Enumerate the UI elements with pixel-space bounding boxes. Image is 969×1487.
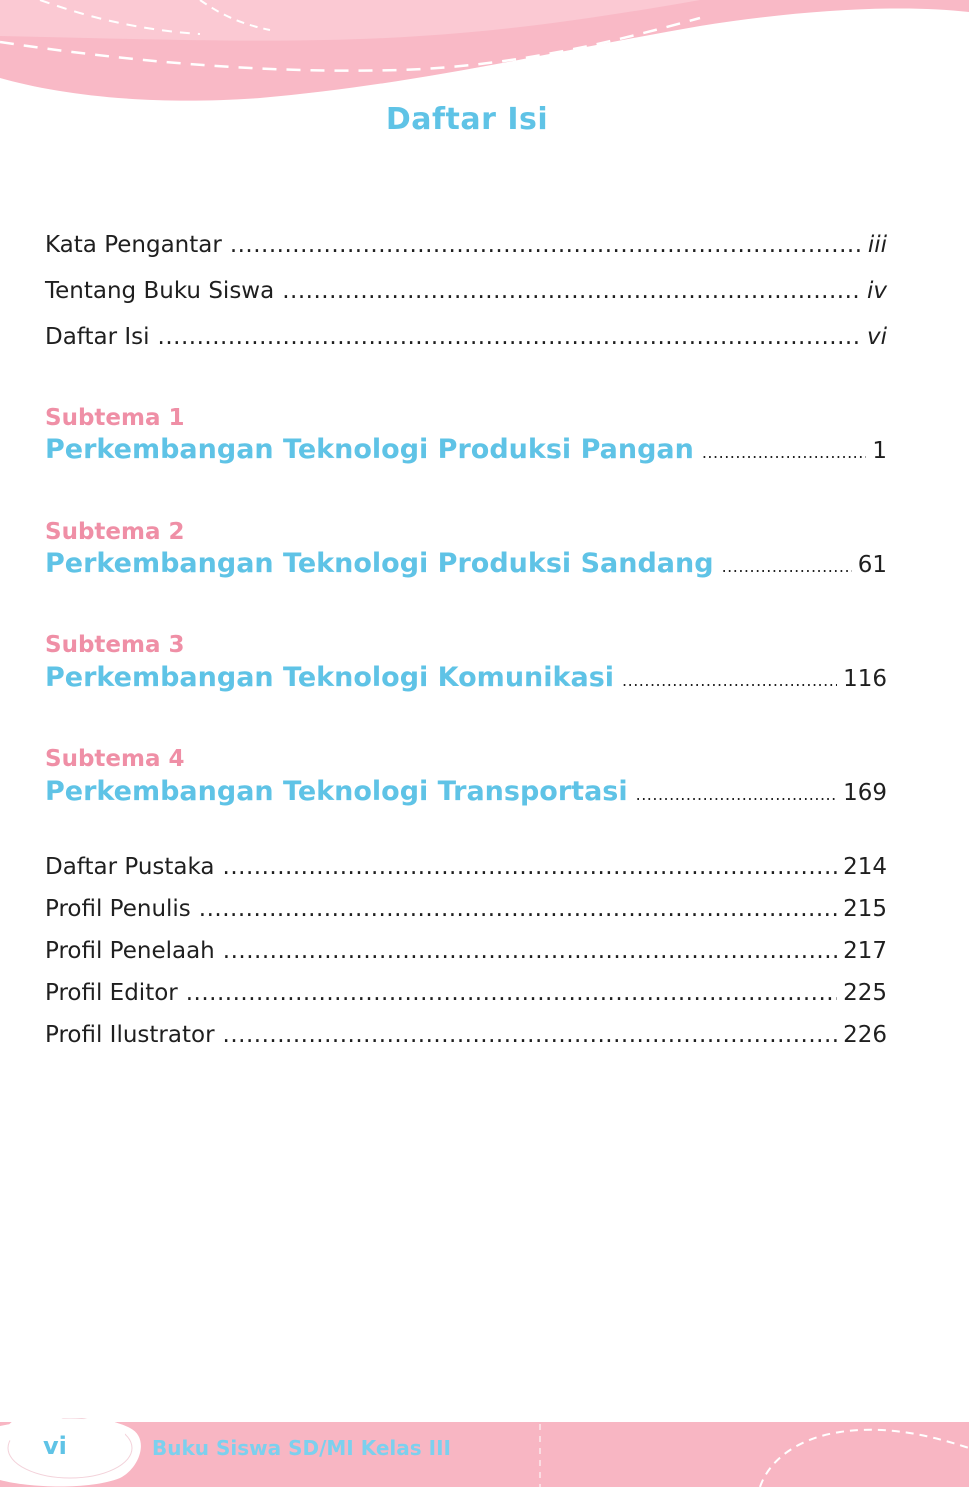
footer-page-number: vi (43, 1432, 67, 1460)
toc-entry-page: iv (866, 278, 887, 304)
toc-entry-label: Daftar Pustaka (45, 854, 215, 880)
dot-leader (282, 278, 861, 304)
subtema-title: Perkembangan Teknologi Transportasi (45, 776, 628, 807)
toc-entry-label: Tentang Buku Siswa (45, 278, 275, 304)
toc-entry[interactable] (45, 980, 887, 1014)
dot-leader (158, 324, 859, 350)
subtema-entry[interactable] (45, 776, 887, 810)
dot-leader (636, 785, 837, 804)
toc-entry-page: 214 (843, 854, 887, 880)
subtema-page: 61 (857, 552, 887, 578)
footer-book-title: Buku Siswa SD/MI Kelas III (152, 1436, 451, 1460)
toc-entry-label: Daftar Isi (45, 324, 150, 350)
toc-entry[interactable] (45, 278, 887, 312)
subtema-title: Perkembangan Teknologi Produksi Sandang (45, 548, 714, 579)
subtema-page: 116 (843, 666, 887, 692)
dot-leader (223, 854, 838, 880)
dot-leader (622, 671, 837, 690)
dot-leader (230, 232, 861, 258)
toc-entry-label: Profil Penelaah (45, 938, 215, 964)
page-title: Daftar Isi (385, 102, 549, 137)
dot-leader (186, 980, 837, 1006)
dot-leader (199, 896, 837, 922)
toc-entry-page: 217 (843, 938, 887, 964)
subtema-label: Subtema 1 (45, 405, 185, 431)
dot-leader (702, 443, 867, 462)
subtema-label: Subtema 3 (45, 632, 185, 658)
subtema-page: 1 (872, 438, 887, 464)
subtema-label: Subtema 4 (45, 746, 185, 772)
toc-entry-page: 225 (843, 980, 887, 1006)
toc-entry-page: iii (867, 232, 887, 258)
dot-leader (722, 557, 852, 576)
toc-entry[interactable] (45, 1022, 887, 1056)
toc-entry[interactable] (45, 896, 887, 930)
subtema-title: Perkembangan Teknologi Komunikasi (45, 662, 615, 693)
toc-entry[interactable] (45, 854, 887, 888)
toc-entry-label: Kata Pengantar (45, 232, 222, 258)
toc-entry-label: Profil Ilustrator (45, 1022, 215, 1048)
toc-entry[interactable] (45, 938, 887, 972)
footer-band-decoration (0, 1418, 969, 1487)
toc-entry-page: vi (866, 324, 887, 350)
subtema-title: Perkembangan Teknologi Produksi Pangan (45, 434, 694, 465)
toc-entry-page: 215 (843, 896, 887, 922)
subtema-entry[interactable] (45, 434, 887, 468)
subtema-entry[interactable] (45, 548, 887, 582)
toc-entry-page: 226 (843, 1022, 887, 1048)
dot-leader (223, 1022, 838, 1048)
toc-entry[interactable] (45, 232, 887, 266)
top-wave-decoration (0, 0, 969, 105)
toc-entry-label: Profil Penulis (45, 896, 191, 922)
toc-entry-label: Profil Editor (45, 980, 178, 1006)
dot-leader (223, 938, 837, 964)
subtema-page: 169 (843, 780, 887, 806)
subtema-label: Subtema 2 (45, 519, 185, 545)
subtema-entry[interactable] (45, 662, 887, 696)
toc-entry[interactable] (45, 324, 887, 358)
